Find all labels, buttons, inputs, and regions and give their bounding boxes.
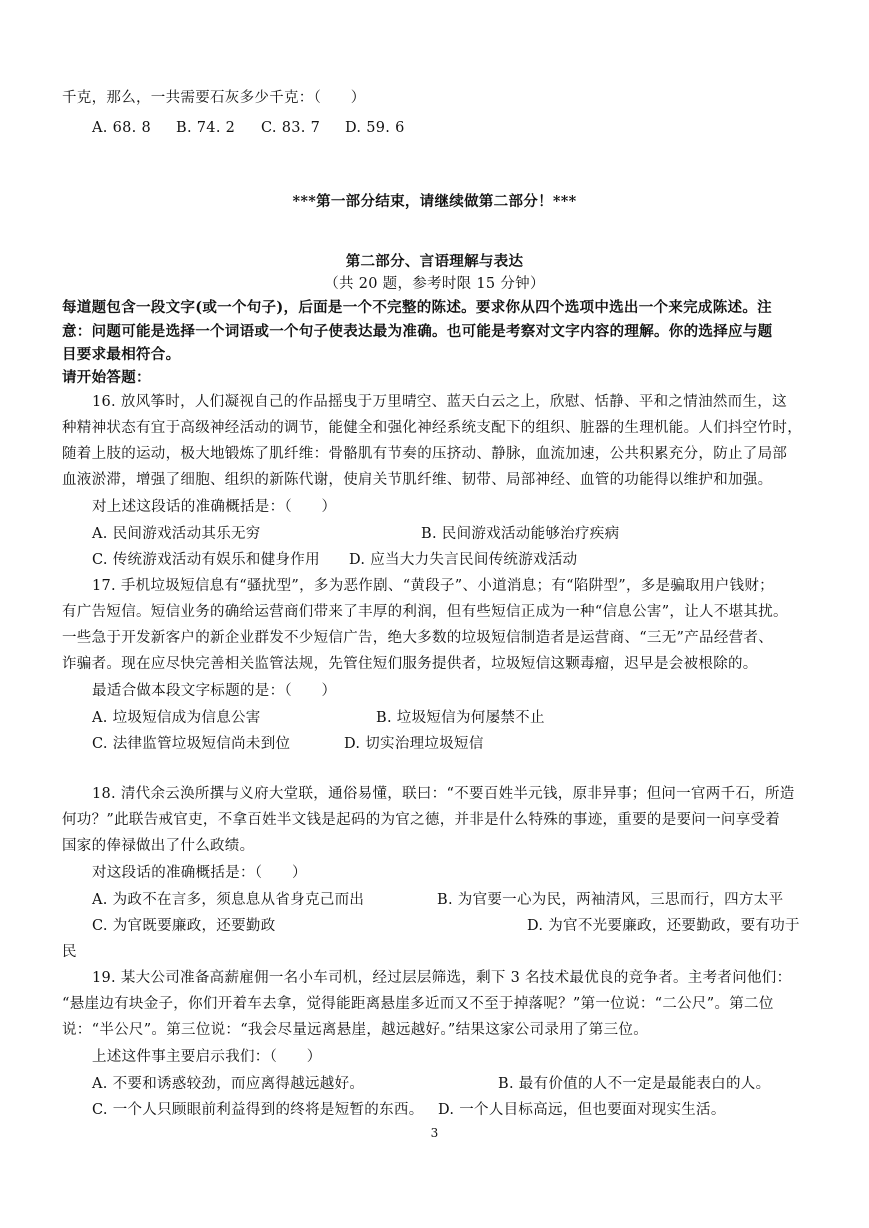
instructions-line-1: 每道题包含一段文字(或一个句子)，后面是一个不完整的陈述。要求你从四个选项中选出一个来完成陈述。注 [62, 299, 772, 316]
q17-line-3: 一些急于开发新客户的新企业群发不少短信广告，绝大多数的垃圾短信制造者是运营商、“三无”产品经营者、 [62, 630, 774, 646]
prev-option-d: D. 59. 6 [345, 120, 405, 136]
prev-option-b: B. 74. 2 [176, 120, 236, 136]
q18-line-1: 18. 清代余云涣所撰与义府大堂联，通俗易懂，联曰：“不要百姓半元钱，原非异事；但问一官两千石，所造 [92, 786, 795, 802]
q17-option-b: B. 垃圾短信为何屡禁不止 [376, 710, 545, 726]
q19-option-d: D. 一个人目标高远，但也要面对现实生活。 [438, 1102, 726, 1118]
q18-option-d: D. 为官不光要廉政，还要勤政，要有功于 [527, 918, 800, 934]
section-subtitle: （共 20 题，参考时限 15 分钟） [324, 276, 545, 292]
q18-line-2: 何功？”此联告戒官吏，不拿百姓半文钱是起码的为官之德，并非是什么特殊的事迹，重要的是要问一问享受着 [62, 812, 781, 828]
prev-question-tail: 千克，那么，一共需要石灰多少千克：（ ） [62, 90, 366, 106]
q16-line-4: 血液淤滞，增强了细胞、组织的新陈代谢，使肩关节肌纤维、韧带、局部神经、血管的功能得以维护和加强。 [62, 472, 773, 488]
q16-option-c: C. 传统游戏活动有娱乐和健身作用 [92, 552, 320, 568]
section-title: 第二部分、言语理解与表达 [345, 253, 524, 270]
q18-option-b: B. 为官要一心为民，两袖清风，三思而行，四方太平 [437, 892, 784, 908]
part-one-end-notice: ***第一部分结束，请继续做第二部分！*** [292, 193, 577, 210]
q18-option-d-wrap: 民 [62, 944, 77, 960]
q16-option-a: A. 民间游戏活动其乐无穷 [92, 526, 261, 542]
q17-option-c: C. 法律监管垃圾短信尚未到位 [92, 736, 291, 752]
q17-question: 最适合做本段文字标题的是：（ ） [92, 683, 337, 699]
q18-option-a: A. 为政不在言多，须息息从省身克己而出 [92, 892, 365, 908]
q16-line-3: 随着上肢的运动，极大地锻炼了肌纤维：骨骼肌有节奏的压挤动、静脉，血流加速，公共积累充分，防止了局部 [62, 446, 788, 462]
q19-question: 上述这件事主要启示我们：（ ） [92, 1049, 322, 1065]
q17-line-1: 17. 手机垃圾短信息有“骚扰型”，多为恶作剧、“黄段子”、小道消息；有“陷阱型”，多是骗取用户钱财； [92, 578, 774, 594]
prev-option-c: C. 83. 7 [261, 120, 321, 136]
q16-option-b: B. 民间游戏活动能够治疗疾病 [421, 526, 620, 542]
q19-line-3: 说：“半公尺”。第三位说：“我会尽量远离悬崖，越远越好。”结果这家公司录用了第三位。 [62, 1022, 648, 1038]
q17-line-2: 有广告短信。短信业务的确给运营商们带来了丰厚的利润，但有些短信正成为一种“信息公害”，让人不堪其扰。 [62, 604, 788, 620]
q18-question: 对这段话的准确概括是：（ ） [92, 865, 307, 881]
q18-line-3: 国家的俸禄做出了什么政绩。 [62, 838, 255, 854]
start-prompt: 请开始答题： [62, 369, 151, 386]
q18-option-c: C. 为官既要廉政，还要勤政 [92, 918, 276, 934]
q19-line-2: “悬崖边有块金子，你们开着车去拿，觉得能距离悬崖多近而又不至于掉落呢？”第一位说：“二公尺”。第二位 [62, 996, 774, 1012]
instructions-line-2: 意：问题可能是选择一个词语或一个句子使表达最为准确。也可能是考察对文字内容的理解。你的选择应与题 [62, 323, 773, 340]
q17-option-d: D. 切实治理垃圾短信 [344, 736, 484, 752]
q16-question: 对上述这段话的准确概括是：（ ） [92, 499, 337, 515]
q19-option-c: C. 一个人只顾眼前利益得到的终将是短暂的东西。 [92, 1102, 424, 1118]
q16-line-1: 16. 放风筝时，人们凝视自己的作品摇曳于万里晴空、蓝天白云之上，欣慰、恬静、平和之情油然而生，这 [92, 394, 787, 410]
q19-option-b: B. 最有价值的人不一定是最能表白的人。 [498, 1076, 771, 1092]
q16-line-2: 种精神状态有宜于高级神经活动的调节，能健全和强化神经系统支配下的组织、脏器的生理机能。人们抖空竹时， [62, 420, 802, 436]
q19-option-a: A. 不要和诱惑较劲，而应离得越远越好。 [92, 1076, 365, 1092]
q19-line-1: 19. 某大公司准备高薪雇佣一名小车司机，经过层层筛选，剩下 3 名技术最优良的竞争者。主考者问他们： [92, 970, 792, 986]
prev-option-a: A. 68. 8 [92, 120, 151, 136]
instructions-line-3: 目要求最相符合。 [62, 346, 181, 363]
q17-line-4: 诈骗者。现在应尽快完善相关监管法规，先管住短们服务提供者，垃圾短信这颗毒瘤，迟早是会被根除的。 [62, 656, 758, 672]
q16-option-d: D. 应当大力失言民间传统游戏活动 [349, 552, 578, 568]
q17-option-a: A. 垃圾短信成为信息公害 [92, 710, 261, 726]
page-number: 3 [430, 1126, 439, 1140]
